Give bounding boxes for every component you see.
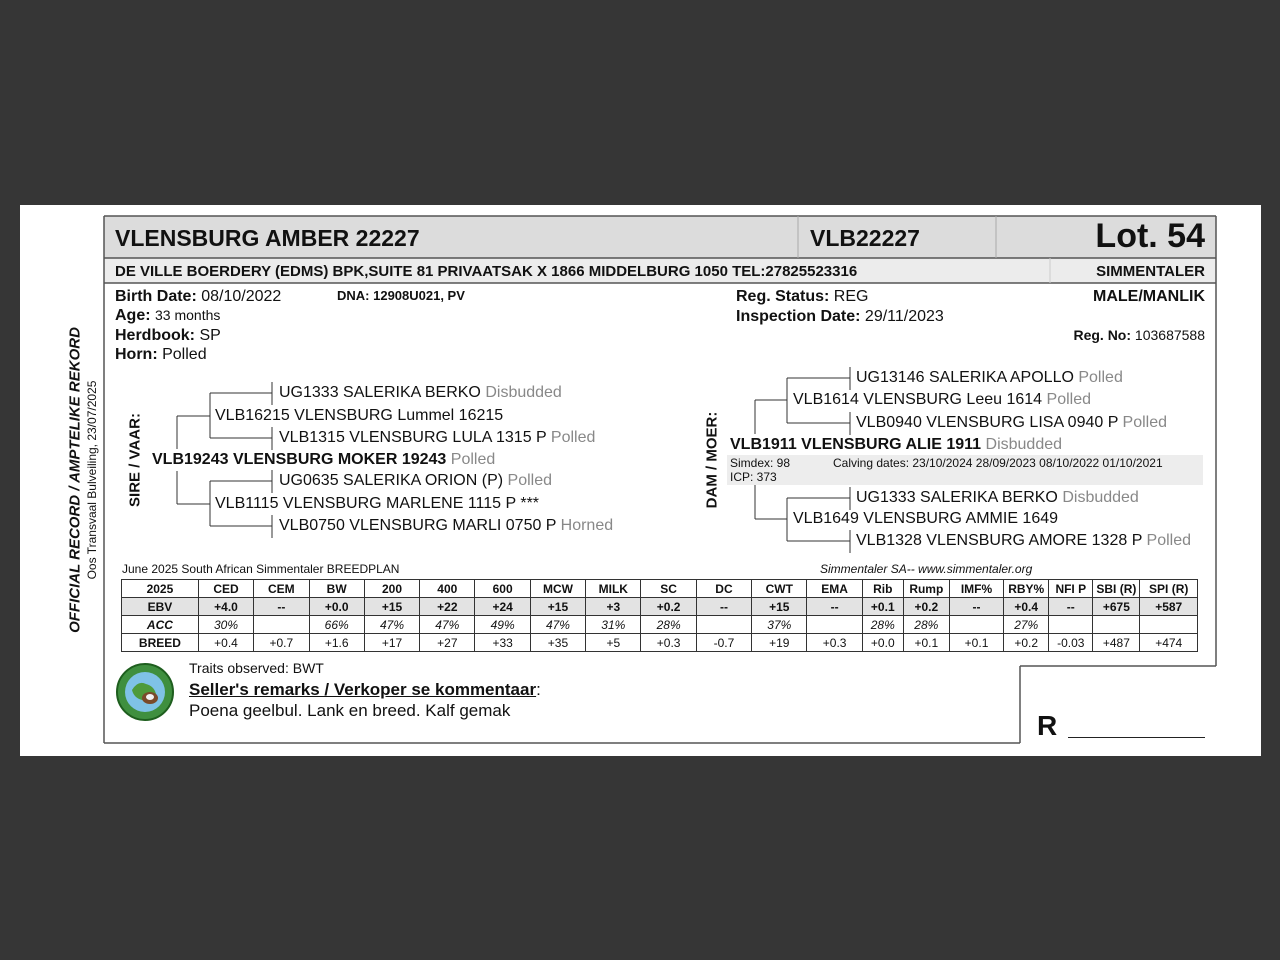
price-label: R	[1037, 710, 1058, 741]
ebv-header-cell: 400	[420, 580, 475, 598]
dam-label: DAM / MOER:	[703, 411, 721, 509]
ebv-cell: +0.2	[641, 598, 696, 616]
ebv-cell	[696, 616, 751, 634]
ebv-cell: 28%	[903, 616, 949, 634]
owner-line: DE VILLE BOERDERY (EDMS) BPK,SUITE 81 PRIVAATSAK X 1866 MIDDELBURG 1050 TEL:27825523316	[115, 263, 858, 280]
ebv-cell: -0.7	[696, 634, 751, 652]
ebv-cell: 28%	[641, 616, 696, 634]
ebv-cell: +24	[475, 598, 530, 616]
ebv-cell: +0.2	[1004, 634, 1049, 652]
ebv-cell: --	[949, 598, 1003, 616]
ebv-table	[121, 579, 1198, 652]
dam-dam-dam: VLB1328 VLENSBURG AMORE 1328 P Polled	[856, 532, 1192, 549]
ebv-header-cell: CED	[198, 580, 253, 598]
ebv-header-cell: SPI (R)	[1140, 580, 1198, 598]
ebv-cell: +35	[530, 634, 585, 652]
dam-dam: VLB1649 VLENSBURG AMMIE 1649	[793, 510, 1059, 527]
ebv-cell	[1049, 616, 1093, 634]
sex-label: MALE/MANLIK	[1093, 288, 1205, 305]
ebv-cell: --	[696, 598, 751, 616]
ebv-cell	[1140, 616, 1198, 634]
simmentaler-logo	[114, 662, 176, 722]
breedplan-site: Simmentaler SA-- www.simmentaler.org	[820, 562, 1033, 576]
ebv-header-cell: Rump	[903, 580, 949, 598]
ebv-cell: +0.1	[949, 634, 1003, 652]
breedplan-title: June 2025 South African Simmentaler BREEDPLAN	[122, 562, 400, 576]
ebv-cell: +0.0	[862, 634, 903, 652]
dam-sire-dam: VLB0940 VLENSBURG LISA 0940 P Polled	[856, 414, 1168, 431]
ebv-header-cell: EMA	[807, 580, 862, 598]
ebv-header-cell: SBI (R)	[1093, 580, 1140, 598]
ebv-cell: +1.6	[309, 634, 364, 652]
ebv-cell: +27	[420, 634, 475, 652]
ebv-header-cell: SC	[641, 580, 696, 598]
ebv-cell: +4.0	[198, 598, 253, 616]
ebv-cell: +487	[1093, 634, 1140, 652]
ebv-cell: +3	[586, 598, 641, 616]
ebv-cell: --	[254, 598, 309, 616]
ebv-cell: --	[807, 598, 862, 616]
reg-status: Reg. Status: REG	[736, 288, 869, 305]
lot-number: Lot. 54	[1095, 217, 1205, 255]
ebv-cell: 49%	[475, 616, 530, 634]
ebv-cell: BREED	[122, 634, 199, 652]
ebv-cell: +0.7	[254, 634, 309, 652]
ebv-cell: +15	[364, 598, 419, 616]
ebv-row	[122, 634, 1198, 652]
inspection-date: Inspection Date: 29/11/2023	[736, 308, 944, 325]
ebv-header-cell: IMF%	[949, 580, 1003, 598]
sire-dam: VLB1115 VLENSBURG MARLENE 1115 P ***	[215, 495, 540, 512]
ebv-header-row	[122, 580, 1198, 598]
ebv-cell	[254, 616, 309, 634]
ebv-header-cell: 2025	[122, 580, 199, 598]
traits-observed: Traits observed: BWT	[189, 660, 324, 676]
ebv-cell: +19	[752, 634, 807, 652]
sire-dam-dam: VLB0750 VLENSBURG MARLI 0750 P Horned	[279, 517, 614, 534]
ebv-header-cell: MCW	[530, 580, 585, 598]
ebv-cell: +22	[420, 598, 475, 616]
dam-dam-sire: UG1333 SALERIKA BERKO Disbudded	[856, 489, 1139, 506]
ebv-cell: 66%	[309, 616, 364, 634]
animal-id: VLB22227	[810, 225, 920, 251]
ebv-cell: +33	[475, 634, 530, 652]
ebv-header-cell: Rib	[862, 580, 903, 598]
ebv-cell: +0.2	[903, 598, 949, 616]
ebv-cell: 47%	[420, 616, 475, 634]
sire-label: SIRE / VAAR:	[126, 413, 144, 507]
birth-date: Birth Date: 08/10/2022	[115, 288, 282, 305]
remarks-heading: Seller's remarks / Verkoper se kommentaar:	[189, 680, 541, 699]
ebv-cell: +15	[530, 598, 585, 616]
ebv-header-cell: DC	[696, 580, 751, 598]
ebv-cell: 47%	[530, 616, 585, 634]
ebv-cell: ACC	[122, 616, 199, 634]
sire-name: VLB19243 VLENSBURG MOKER 19243 Polled	[152, 451, 496, 468]
sire-sire-dam: VLB1315 VLENSBURG LULA 1315 P Polled	[279, 429, 596, 446]
animal-name: VLENSBURG AMBER 22227	[115, 225, 420, 251]
dam-sire-sire: UG13146 SALERIKA APOLLO Polled	[856, 369, 1123, 386]
price-line[interactable]	[1068, 737, 1205, 738]
ebv-cell: 31%	[586, 616, 641, 634]
ebv-header-cell: 200	[364, 580, 419, 598]
ebv-header-cell: 600	[475, 580, 530, 598]
ebv-cell: +0.1	[903, 634, 949, 652]
ebv-cell: +0.3	[807, 634, 862, 652]
ebv-header-cell: NFI P	[1049, 580, 1093, 598]
ebv-header-cell: RBY%	[1004, 580, 1049, 598]
dna-info: DNA: 12908U021, PV	[337, 288, 465, 303]
sire-dam-sire: UG0635 SALERIKA ORION (P) Polled	[279, 472, 553, 489]
ebv-cell: --	[1049, 598, 1093, 616]
sire-sire: VLB16215 VLENSBURG Lummel 16215	[215, 407, 504, 424]
dam-icp: ICP: 373	[730, 470, 777, 484]
ebv-cell: +5	[586, 634, 641, 652]
ebv-cell: +474	[1140, 634, 1198, 652]
ebv-cell: 37%	[752, 616, 807, 634]
official-record-label: OFFICIAL RECORD / AMPTELIKE REKORD	[66, 327, 84, 633]
ebv-cell: +675	[1093, 598, 1140, 616]
ebv-cell: +587	[1140, 598, 1198, 616]
ebv-row	[122, 616, 1198, 634]
ebv-cell: +17	[364, 634, 419, 652]
remarks-text: Poena geelbul. Lank en breed. Kalf gemak	[189, 701, 511, 720]
ebv-cell	[1093, 616, 1140, 634]
sire-sire-sire: UG1333 SALERIKA BERKO Disbudded	[279, 384, 562, 401]
herdbook: Herdbook: SP	[115, 327, 221, 344]
ebv-header-cell: MILK	[586, 580, 641, 598]
horn: Horn: Polled	[115, 346, 207, 363]
ebv-header-cell: CWT	[752, 580, 807, 598]
ebv-cell: 28%	[862, 616, 903, 634]
ebv-header-cell: CEM	[254, 580, 309, 598]
ebv-cell: 47%	[364, 616, 419, 634]
ebv-cell: EBV	[122, 598, 199, 616]
ebv-row	[122, 598, 1198, 616]
ebv-cell: +0.3	[641, 634, 696, 652]
dam-sire: VLB1614 VLENSBURG Leeu 1614 Polled	[793, 391, 1091, 408]
dam-name: VLB1911 VLENSBURG ALIE 1911 Disbudded	[730, 436, 1063, 453]
reg-number: Reg. No: 103687588	[1073, 327, 1205, 343]
ebv-cell	[807, 616, 862, 634]
dam-simdex: Simdex: 98	[730, 456, 791, 470]
ebv-cell: 27%	[1004, 616, 1049, 634]
breed-label: SIMMENTALER	[1096, 263, 1205, 280]
ebv-cell: +15	[752, 598, 807, 616]
dam-calving-dates: Calving dates: 23/10/2024 28/09/2023 08/10/2022 01/10/2021	[833, 456, 1163, 470]
ebv-cell: -0.03	[1049, 634, 1093, 652]
ebv-cell	[949, 616, 1003, 634]
ebv-header-cell: BW	[309, 580, 364, 598]
age: Age: 33 months	[115, 307, 221, 324]
ebv-cell: +0.1	[862, 598, 903, 616]
ebv-cell: +0.4	[198, 634, 253, 652]
ebv-cell: +0.0	[309, 598, 364, 616]
ebv-cell: +0.4	[1004, 598, 1049, 616]
ebv-cell: 30%	[198, 616, 253, 634]
sale-label: Oos Transvaal Bulveiling, 23/07/2025	[85, 380, 99, 580]
